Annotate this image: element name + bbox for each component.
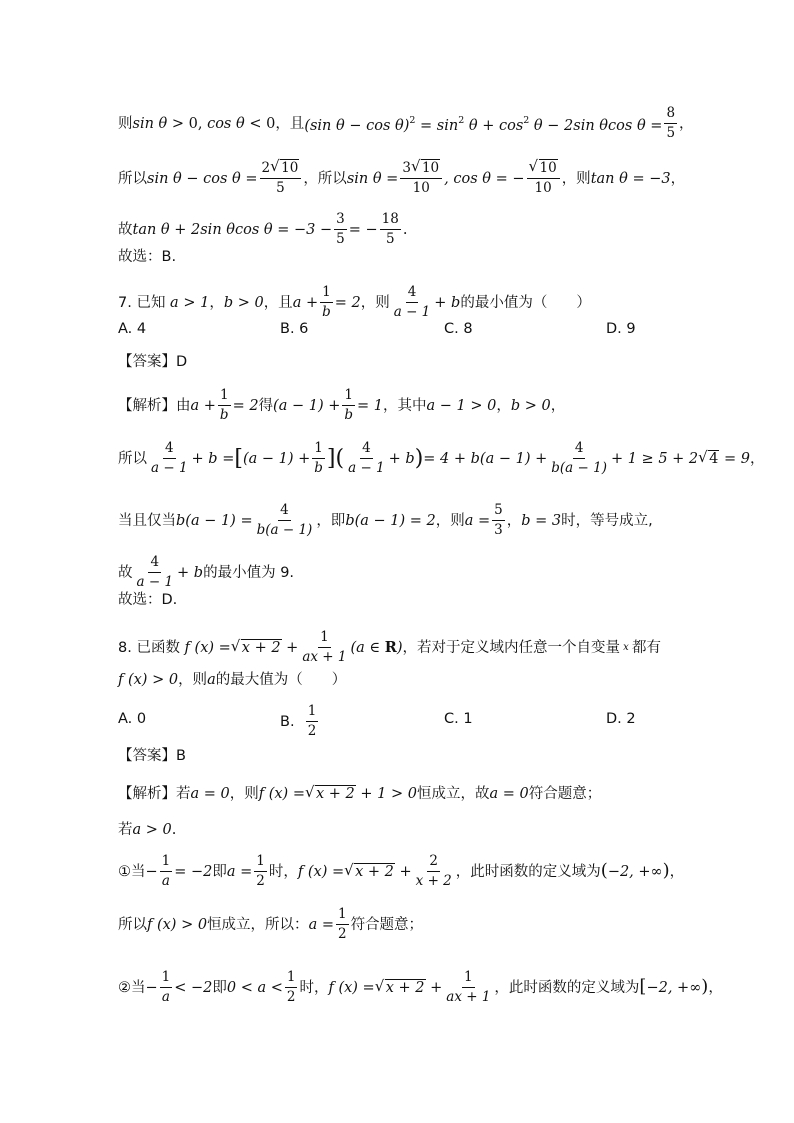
text: 故选：D. — [118, 592, 178, 608]
text: ， — [670, 170, 686, 187]
text: 所以 — [118, 916, 147, 933]
text: 故 — [118, 564, 133, 581]
text: ，则 — [229, 786, 259, 802]
text: ①当 — [118, 863, 146, 880]
text: ，此时函数的定义域为 — [455, 863, 601, 880]
solution-8-line-1: 【解析】 若 a = 0 ，则 f (x) = √ x + 2 + 1 > 0 恒成立，故 a = 0 符合题意； — [118, 784, 734, 804]
text: 当且仅当 — [118, 512, 176, 529]
solution-8-line-2: 若 a > 0 . — [118, 822, 177, 838]
text: 时， — [268, 863, 298, 880]
text: 的最小值为（ ） — [460, 294, 591, 311]
text: ， — [749, 450, 765, 467]
solution-7-line-2: 所以 $\frac{4}{a - 1}$ + b = [ (a − 1) + $\frac{1}{b}$ ] ( $\frac{4}{a - 1}$ + b ) = 4 + b(a − 1) + $\frac{4}{b(a - 1)}$ + 1 ≥ 5 + 2 √ 4 = 9 ， — [118, 440, 734, 477]
text: ②当 — [118, 979, 146, 996]
text: ， — [209, 294, 224, 311]
text: ，所以 — [303, 170, 347, 187]
line-4 — [118, 247, 734, 267]
answer-7 — [118, 352, 734, 372]
text: 时， — [299, 979, 329, 996]
solution-7-line-4: 故 $\frac{4}{a - 1}$ + b 的最小值为 9. — [118, 554, 295, 590]
solution-7-line-3: 当且仅当 b(a − 1) = $\frac{4}{b(a - 1)}$ ，即 b(a − 1) = 2 ，则 a = $\frac{5}{3}$ ， b = 3 时，等号成立, — [118, 502, 653, 538]
text: 故选：B. — [118, 249, 177, 265]
text: 符合题意； — [528, 786, 602, 802]
text: ， — [506, 512, 522, 529]
question-8-line-1: 8. 已函数 f (x) = √ x + 2 + $\frac{1}{ax + 1}$ (a ∈ R) ，若对于定义域内任意一个自变量 x 都有 — [118, 629, 734, 666]
solution-8-case-2: ②当 − $\frac{1}{a}$ < −2 即 0 < a < $\frac{1}{2}$ 时， f (x) = √ x + 2 + $\frac{1}{ax + 1}$ ，此时函数的定义域为 [−2, +∞) ， — [118, 969, 734, 1006]
option-d: D. 2 — [606, 711, 636, 727]
text: ，则 — [561, 170, 591, 187]
text: 【答案】D — [118, 354, 188, 370]
text: 所以 — [118, 450, 147, 467]
text: 【答案】B — [118, 748, 186, 764]
solution-7-line-5 — [118, 590, 734, 610]
text: ，即 — [316, 512, 346, 529]
text: ，其中 — [383, 397, 427, 414]
option-d: D. 9 — [606, 321, 636, 337]
option-c: C. 8 — [444, 321, 473, 337]
answer-8 — [118, 746, 734, 766]
question-7: 7. 已知 a > 1 ， b > 0 ，且 a + $\frac{1}{b}$ = 2 ，则 $\frac{4}{a - 1}$ + b 的最小值为（ ） — [118, 284, 591, 320]
text: 若 — [118, 822, 133, 838]
text: 由 — [176, 397, 191, 414]
text: 7. 已知 — [118, 294, 166, 311]
option-c: C. 1 — [444, 711, 473, 727]
text: 即 — [212, 863, 227, 880]
option-b: B. $\frac{1}{2}$ — [280, 703, 317, 739]
option-a: A. 4 — [118, 321, 147, 337]
text: 8. 已函数 — [118, 639, 180, 656]
text: 都有 — [632, 639, 661, 656]
text: 恒成立，所以： — [207, 916, 309, 933]
text: ，且 — [263, 294, 293, 311]
option-b: B. 6 — [280, 321, 309, 337]
text: B. — [280, 713, 295, 730]
text: 的最小值为 9. — [203, 564, 295, 581]
line-1: 则 sin θ > 0, cos θ < 0 ，且 (sin $\theta - \cos \theta)^2 = \sin^2 \theta + \cos^2 \theta - 2\sin$ θcos θ = $\frac{8}{5}$ ， — [118, 105, 694, 141]
text: ，则 — [360, 294, 390, 311]
text: ， — [708, 979, 723, 996]
text: ， — [550, 397, 566, 414]
text: 【解析】 — [118, 397, 176, 414]
text: ，若对于定义域内任意一个自变量 — [402, 639, 620, 656]
solution-8-case-1: ①当 − $\frac{1}{a}$ = −2 即 a = $\frac{1}{2}$ 时， f (x) = √ x + 2 + $\frac{2}{x + 2}$ ，此时函数的定义域为 (−2, +∞) ， — [118, 853, 734, 890]
text: ， — [679, 115, 694, 132]
text: ， — [496, 397, 511, 414]
text: 所以 — [118, 170, 147, 187]
question-8-line-2: f (x) > 0 ，则 a 的最大值为（ ） — [118, 672, 347, 688]
text: ， — [669, 863, 685, 880]
text: 符合题意； — [350, 916, 424, 933]
solution-7-line-1: 【解析】 由 a + $\frac{1}{b}$ = 2 得 (a − 1) + $\frac{1}{b}$ = 1 ，其中 a − 1 > 0 ， b > 0 ， — [118, 387, 566, 423]
text: ，则 — [435, 512, 465, 529]
text: 故 — [118, 221, 133, 238]
line-2: 所以 sin θ − cos θ = $\frac{2√ 10}{5}$ ，所以 sin θ = $\frac{3√ 10}{10}$ , cos θ = − √ $\frac{10}{10}$ ，则 tan θ = −3 ， — [118, 160, 734, 197]
text: 恒成立，故 — [416, 786, 490, 802]
text: ，且 — [275, 115, 305, 132]
line-3: 故 tan θ + 2sin θcos θ = −3 − $\frac{3}{5}$ = − $\frac{18}{5}$ . — [118, 211, 408, 247]
text: 即 — [212, 979, 227, 996]
text: 得 — [258, 397, 274, 414]
solution-8-case-1-cont: 所以 f (x) > 0 恒成立，所以： a = $\frac{1}{2}$ 符合题意； — [118, 906, 424, 942]
text: 【解析】 — [118, 786, 176, 802]
text: ，此时函数的定义域为 — [494, 979, 640, 996]
text: 则 — [118, 115, 133, 132]
option-a: A. 0 — [118, 711, 147, 727]
text: ，则 — [178, 672, 208, 688]
text: 若 — [176, 786, 191, 802]
text: 的最大值为（ ） — [215, 672, 347, 688]
text: 时，等号成立, — [561, 512, 653, 529]
